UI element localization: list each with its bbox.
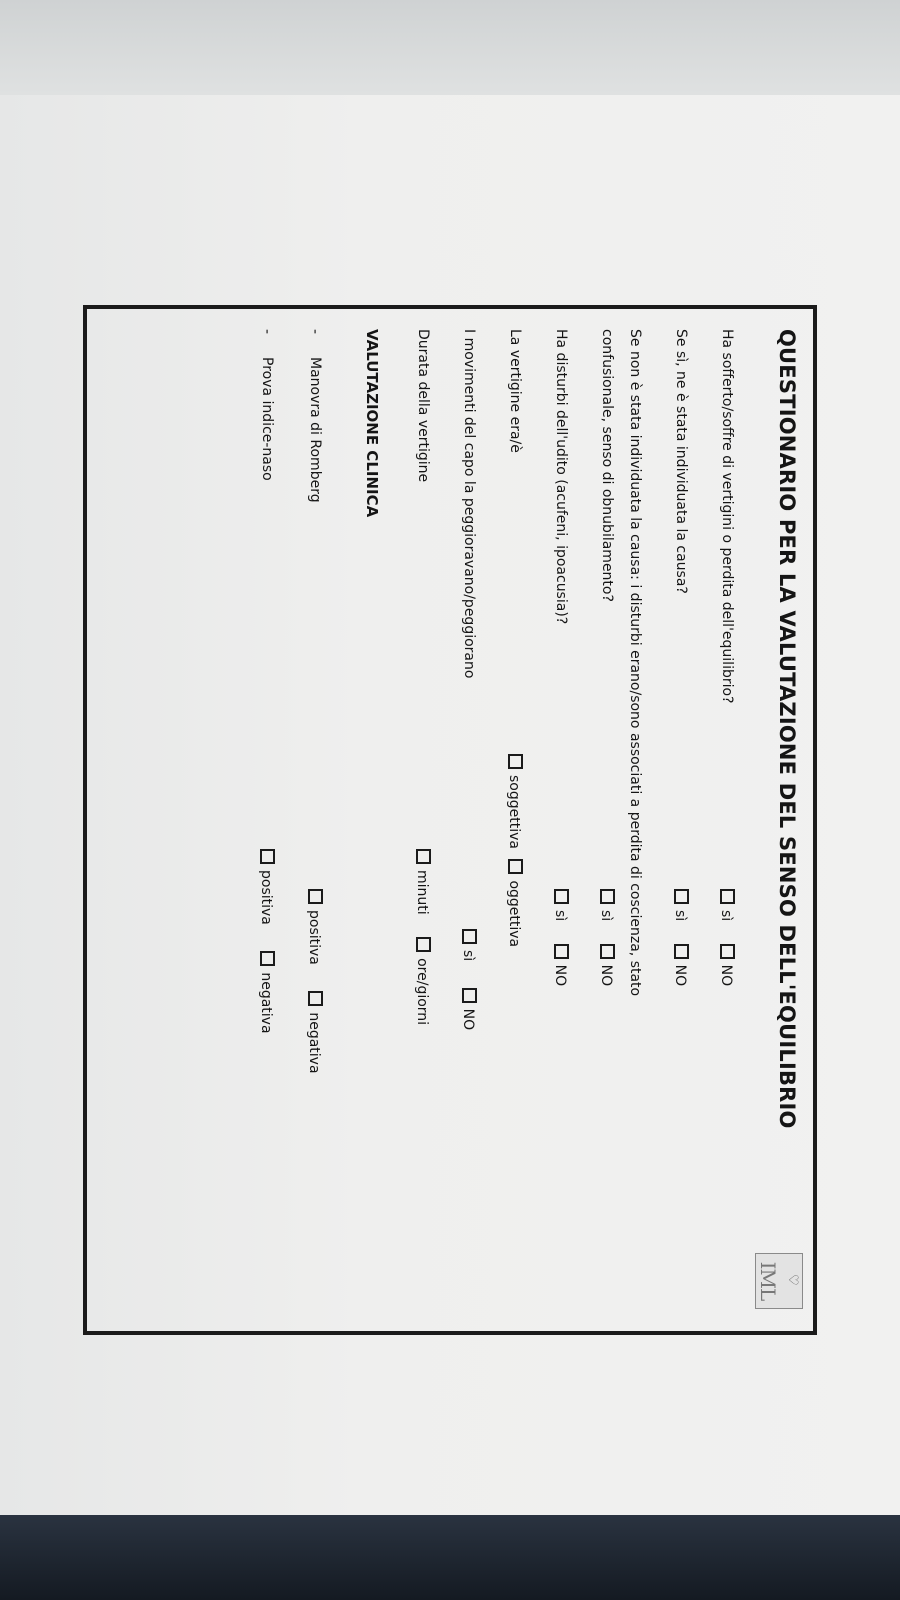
option-label: NO [718,964,734,987]
option-ore-giorni[interactable] [414,937,431,1025]
option-label: minuti [414,870,430,915]
option-label: NO [598,964,614,987]
heart-icon: ♡ [785,1274,800,1285]
question-text: Ha sofferto/soffre di vertigini o perdita dell'equilibrio? [719,329,735,704]
option-negativa[interactable] [306,991,323,1073]
question-text: Se non è stata individuata la causa: i disturbi erano/sono associati a perdita di coscienza, stato [627,329,643,997]
bullet: - [307,329,323,335]
answer-options [552,889,569,1004]
clinical-label: Prova indice-naso [259,357,275,481]
answer-options [718,889,735,1004]
paper-edge [0,0,900,100]
desk-surface [0,1515,900,1600]
checkbox[interactable] [416,937,431,952]
answer-options [306,889,323,1092]
clinical-text [307,329,323,503]
option-label: sì [598,910,614,922]
checkbox[interactable] [508,754,523,769]
checkbox[interactable] [462,988,477,1003]
option-label: NO [552,964,568,987]
question-text-continued: confusionale, senso di obnubilamento? [599,329,615,602]
answer-options [506,754,523,965]
option-soggettiva[interactable] [506,754,523,849]
option-label: NO [672,964,688,987]
option-label: oggettiva [506,880,522,948]
option-si[interactable] [672,889,689,921]
checkbox[interactable] [308,991,323,1006]
option-label: ore/giorni [414,958,430,1026]
option-no[interactable] [460,988,477,1031]
iml-logo [755,1253,803,1309]
bullet: - [259,329,275,335]
checkbox[interactable] [462,929,477,944]
option-no[interactable] [718,944,735,987]
question-text: I movimenti del capo la peggioravano/peggiorano [461,329,477,679]
checkbox[interactable] [416,849,431,864]
answer-options [672,889,689,1004]
option-label: sì [552,910,568,922]
checkbox[interactable] [600,889,615,904]
checkbox[interactable] [600,944,615,959]
option-minuti[interactable] [414,849,431,915]
checkbox[interactable] [554,944,569,959]
question-text: Se sì, ne è stata individuata la causa? [673,329,689,594]
option-negativa[interactable] [258,951,275,1033]
checkbox[interactable] [720,889,735,904]
option-positiva[interactable] [306,889,323,965]
checkbox[interactable] [674,889,689,904]
option-si[interactable] [460,929,477,961]
option-no[interactable] [672,944,689,987]
option-no[interactable] [552,944,569,987]
checkbox[interactable] [308,889,323,904]
checkbox[interactable] [260,849,275,864]
checkbox[interactable] [554,889,569,904]
option-label: soggettiva [506,775,522,849]
checkbox[interactable] [720,944,735,959]
questionnaire-form [83,305,817,1335]
option-label: sì [672,910,688,922]
clinical-text [259,329,275,481]
option-si[interactable] [598,889,615,921]
logo-text: IML [756,1261,780,1301]
checkbox[interactable] [674,944,689,959]
option-label: sì [718,910,734,922]
option-si[interactable] [718,889,735,921]
clinical-label: Manovra di Romberg [307,357,323,503]
option-positiva[interactable] [258,849,275,925]
answer-options [460,929,477,1048]
checkbox[interactable] [508,859,523,874]
answer-options [414,849,431,1043]
option-no[interactable] [598,944,615,987]
option-label: positiva [258,870,274,925]
option-si[interactable] [552,889,569,921]
question-text: Durata della vertigine [415,329,431,483]
question-text: Ha disturbi dell'udito (acufeni, ipoacusia)? [553,329,569,625]
option-label: positiva [306,910,322,965]
answer-options [598,889,615,1004]
option-label: negativa [306,1012,322,1074]
option-label: NO [460,1008,476,1031]
answer-options [258,849,275,1052]
question-text: La vertigine era/è [507,329,523,453]
option-label: negativa [258,972,274,1034]
section-heading: VALUTAZIONE CLINICA [363,329,381,518]
checkbox[interactable] [260,951,275,966]
option-label: sì [460,950,476,962]
form-title: QUESTIONARIO PER LA VALUTAZIONE DEL SENSO DELL'EQUILIBRIO [775,329,799,1129]
option-oggettiva[interactable] [506,859,523,947]
